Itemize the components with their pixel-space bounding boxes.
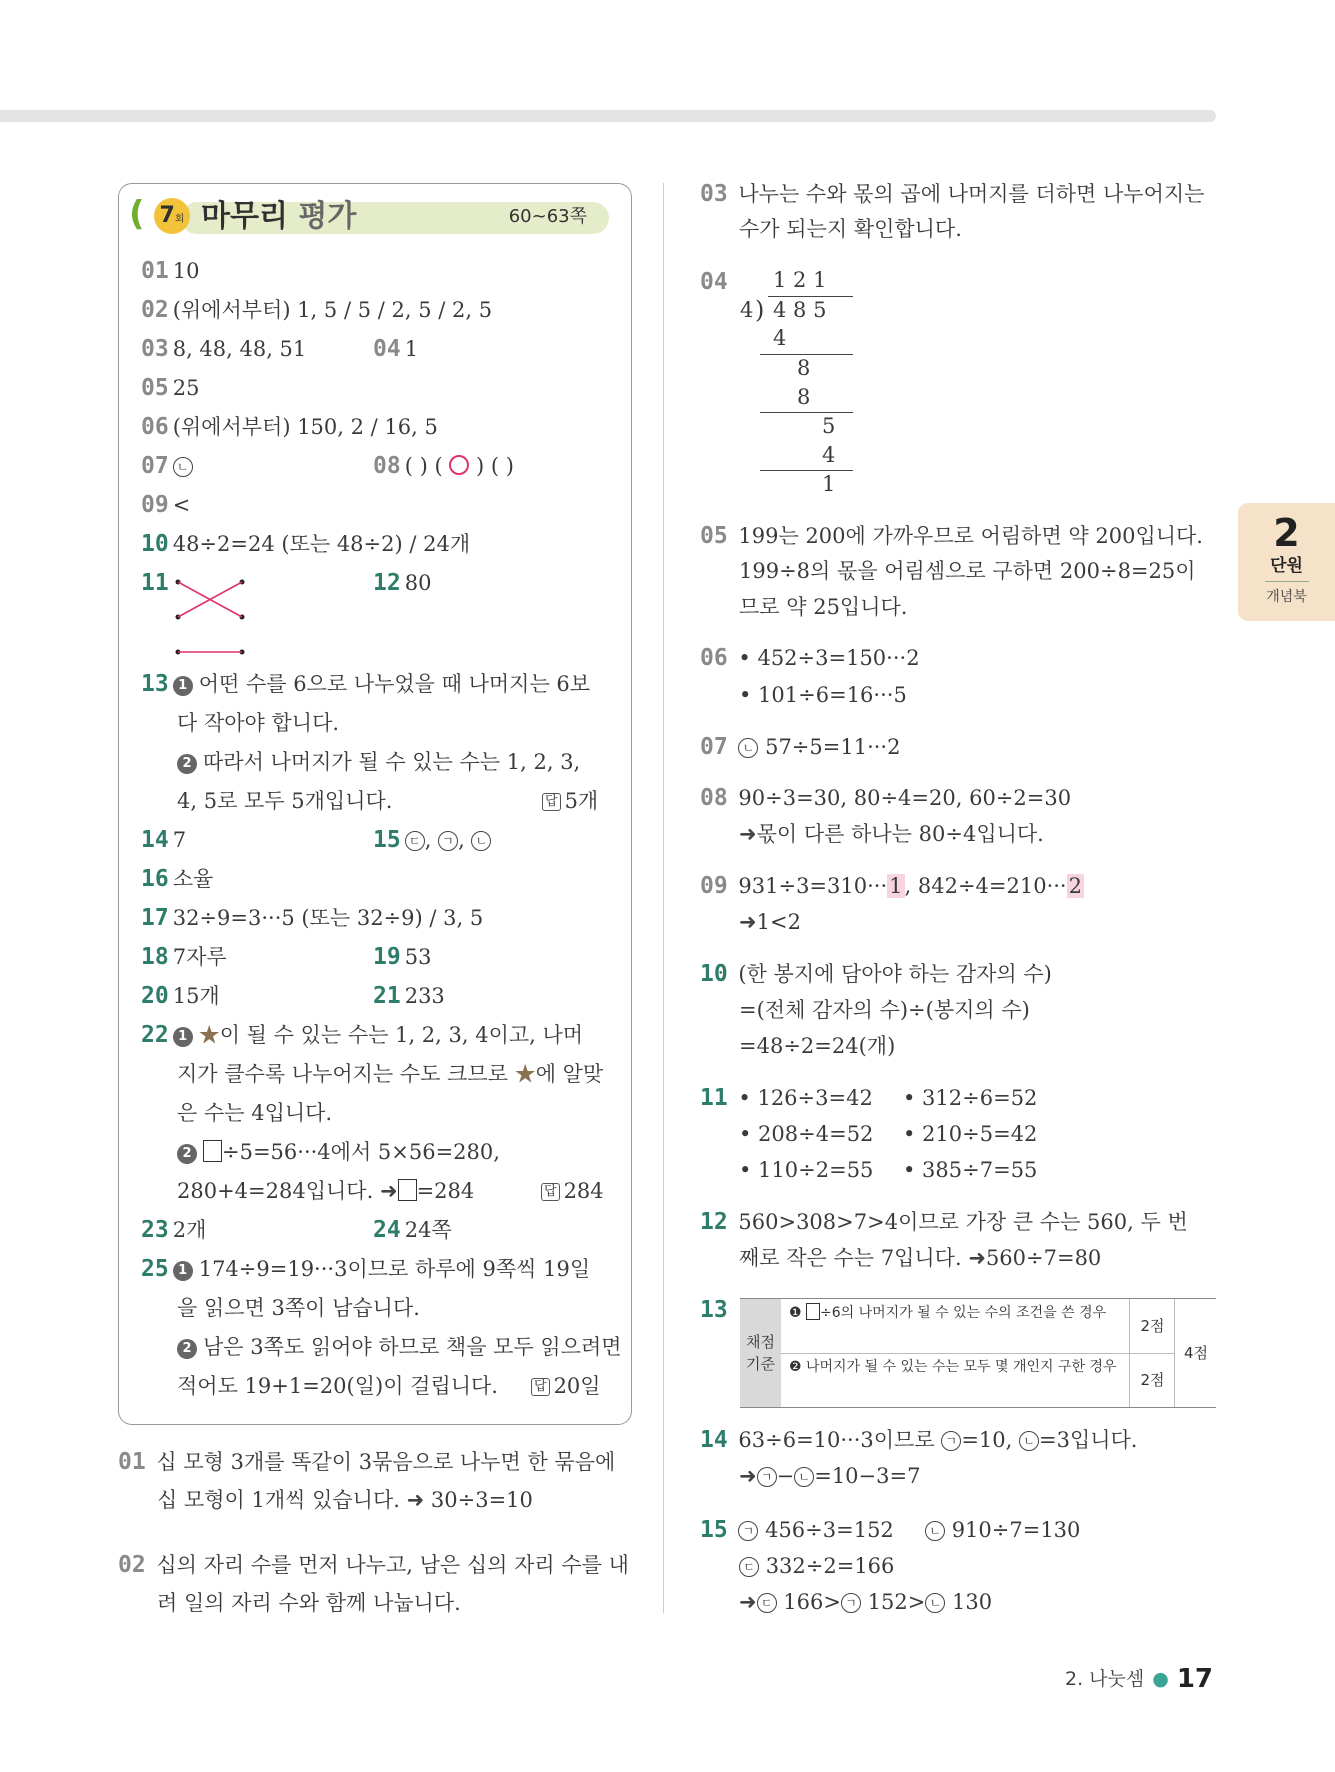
answer-number: 12	[373, 570, 401, 596]
answer-text: 10	[172, 259, 200, 283]
explanation-number: 11	[700, 1085, 728, 1111]
explanation-07	[700, 730, 900, 764]
blank-box-icon	[806, 1303, 820, 1320]
answer-25-line3	[177, 1332, 622, 1362]
footer-chapter: 2. 나눗셈	[1064, 1668, 1145, 1690]
answer-23	[141, 1215, 206, 1245]
explanation-11-d: • 210÷5=42	[903, 1122, 1038, 1146]
explanation-line: 560>308>7>4이므로 가장 큰 수는 560, 두 번	[738, 1210, 1188, 1234]
answer-22-result	[541, 1176, 604, 1206]
answer-line: =284	[416, 1179, 475, 1203]
explanation-number: 15	[700, 1517, 728, 1543]
answer-text: <	[172, 493, 191, 517]
explanation-line: 931÷3=310···	[738, 874, 888, 898]
step-2-badge: 2	[177, 754, 197, 774]
circled-letter: ㄱ	[757, 1467, 777, 1487]
answer-13-line2: 다 작아야 합니다.	[177, 711, 340, 735]
circled-letter: ㄷ	[739, 1557, 759, 1577]
blank-paren: ( )	[404, 454, 428, 478]
answer-20	[141, 981, 220, 1011]
explanation-09	[700, 869, 1084, 903]
answer-13-result	[542, 786, 598, 816]
arrow-right-icon: ➜	[739, 822, 757, 846]
blank-box-icon	[398, 1179, 417, 1201]
answer-line: 남은 3쪽도 읽어야 하므로 책을 모두 읽으려면	[203, 1335, 622, 1359]
explanation-number: 04	[700, 269, 728, 295]
answer-number: 24	[373, 1217, 401, 1243]
step-1-badge: 1	[173, 676, 193, 696]
explanation-line: 째로 작은 수는 7입니다.	[739, 1246, 962, 1270]
answer-number: 09	[141, 492, 169, 518]
scoring-criteria-label: 채점 기준	[740, 1299, 781, 1407]
answer-25-result	[531, 1371, 601, 1401]
division-bar	[768, 296, 853, 297]
explanation-number: 02	[118, 1552, 146, 1578]
blank-box-icon	[203, 1140, 222, 1162]
circled-letter: ㄷ	[757, 1593, 777, 1613]
explanation-03	[700, 177, 1204, 211]
answer-14	[141, 825, 186, 855]
explanation-line: 332÷2=166	[765, 1554, 895, 1578]
answer-line: 280+4=284입니다.	[177, 1179, 374, 1203]
answer-line: 174÷9=19···3이므로 하루에 9쪽씩 19일	[198, 1257, 591, 1281]
explanation-number: 01	[118, 1449, 146, 1475]
answer-03	[141, 334, 306, 364]
circled-letter: ㄱ	[941, 1431, 961, 1451]
page-number: 17	[1176, 1664, 1213, 1694]
explanation-line: (한 봉지에 담아야 하는 감자의 수)	[738, 962, 1052, 986]
arrow-right-icon: ➜	[406, 1488, 425, 1512]
answer-text: (위에서부터) 150, 2 / 16, 5	[172, 415, 438, 439]
explanation-number: 06	[700, 645, 728, 671]
explanation-11-b: • 312÷6=52	[903, 1086, 1038, 1110]
answer-07	[141, 451, 193, 481]
explanation-15-line3	[739, 1585, 992, 1619]
division-step: 8	[797, 385, 811, 409]
explanation-01	[118, 1447, 615, 1477]
column-divider	[663, 183, 664, 1613]
circled-letter: ㄴ	[794, 1467, 814, 1487]
explanation-line: −	[776, 1464, 795, 1488]
answer-text: 8, 48, 48, 51	[172, 337, 307, 361]
explanation-05-line3: 므로 약 25입니다.	[739, 595, 908, 619]
answer-13	[141, 669, 590, 699]
explanation-15	[700, 1513, 894, 1547]
answer-number: 02	[141, 297, 169, 323]
answer-text: (위에서부터) 1, 5 / 5 / 2, 5 / 2, 5	[172, 298, 493, 322]
explanation-line: 십의 자리 수를 먼저 나누고, 남은 십의 자리 수를 내	[156, 1553, 629, 1577]
header-arc-icon: (	[129, 194, 145, 234]
answer-text: 53	[404, 945, 432, 969]
arrow-right-icon: ➜	[379, 1179, 398, 1203]
title-part-a: 마무리	[201, 199, 288, 234]
explanation-line: 30÷3=10	[430, 1488, 533, 1512]
answer-25-line2: 을 읽으면 3쪽이 남습니다.	[177, 1296, 420, 1320]
step-2-badge: 2	[177, 1339, 197, 1359]
answer-number: 08	[373, 453, 401, 479]
answer-result: 284	[563, 1179, 604, 1203]
blank-paren: ( )	[490, 454, 514, 478]
explanation-number: 14	[700, 1427, 728, 1453]
arrow-right-icon: ➜	[968, 1246, 986, 1270]
explanation-line: , 842÷4=210···	[904, 874, 1067, 898]
explanation-number: 08	[700, 785, 728, 811]
answer-21	[373, 981, 445, 1011]
answer-13-line3	[177, 747, 580, 777]
explanation-line: 90÷3=30, 80÷4=20, 60÷2=30	[738, 786, 1072, 810]
explanation-line: 130	[952, 1590, 993, 1614]
answer-number: 18	[141, 944, 169, 970]
answer-text: 80	[404, 571, 432, 595]
answer-text: 1	[404, 337, 419, 361]
answer-06	[141, 412, 438, 442]
arrow-right-icon: ➜	[739, 1464, 757, 1488]
answer-12	[373, 568, 431, 598]
criteria-row-2: ❷ 나머지가 될 수 있는 수는 모두 몇 개인지 구한 경우	[789, 1359, 1117, 1375]
explanation-number: 10	[700, 961, 728, 987]
explanation-15-c	[739, 1549, 894, 1583]
answer-line: 어떤 수를 6으로 나누었을 때 나머지는 6보	[198, 672, 591, 696]
explanation-number: 13	[700, 1297, 728, 1323]
explanation-11-c: • 208÷4=52	[739, 1122, 874, 1146]
title-part-b: 평가	[298, 199, 357, 234]
answer-text: 233	[404, 984, 445, 1008]
explanation-06-line2: • 101÷6=16···5	[739, 683, 907, 707]
explanation-line: 십 모형이 1개씩 있습니다.	[157, 1488, 400, 1512]
explanation-05	[700, 519, 1203, 553]
answer-22	[141, 1020, 583, 1050]
explanation-number: 07	[700, 734, 728, 760]
explanation-number: 09	[700, 873, 728, 899]
answer-text: 7자루	[172, 945, 227, 969]
explanation-line: 910÷7=130	[951, 1518, 1081, 1542]
answer-number: 21	[373, 983, 401, 1009]
answer-result: 5개	[564, 789, 599, 813]
page-footer	[1065, 1664, 1213, 1694]
answer-line: 이 될 수 있는 수는 1, 2, 3, 4이고, 나머	[219, 1023, 584, 1047]
answer-19	[373, 942, 431, 972]
explanation-line: 560÷7=80	[985, 1246, 1102, 1270]
explanation-04	[700, 265, 732, 299]
answer-22-line5	[177, 1176, 474, 1206]
answer-22-line2	[177, 1059, 603, 1089]
explanation-number: 05	[700, 523, 728, 549]
page-range: 60~63쪽	[508, 206, 587, 227]
answer-text: 32÷9=3···5 (또는 32÷9) / 3, 5	[172, 906, 484, 930]
box-header	[129, 194, 609, 236]
answer-badge: 답	[542, 793, 561, 811]
answer-text: 7	[172, 828, 187, 852]
chapter-unit-label: 단원	[1270, 556, 1303, 576]
highlighted-remainder: 2	[1068, 874, 1082, 898]
explanation-10-line3: =48÷2=24(개)	[739, 1034, 896, 1058]
answer-number: 23	[141, 1217, 169, 1243]
explanation-10-line2: =(전체 감자의 수)÷(봉지의 수)	[739, 998, 1030, 1022]
answer-text: 15개	[172, 984, 220, 1008]
explanation-line: 63÷6=10···3이므로	[738, 1428, 942, 1452]
answer-number: 03	[141, 336, 169, 362]
criteria-row-1	[781, 1303, 1129, 1323]
explanation-line: 몫이 다른 하나는 80÷4입니다.	[756, 822, 1044, 846]
arrow-right-icon: ➜	[739, 910, 757, 934]
subtract-line	[760, 412, 853, 413]
top-decoration-bar	[0, 110, 1216, 122]
answer-number: 13	[141, 671, 169, 697]
chapter-side-tab	[1238, 503, 1335, 621]
explanation-01-line2	[157, 1485, 533, 1515]
scoring-criteria-table	[740, 1298, 1216, 1408]
answer-line: 에 알맞	[535, 1062, 604, 1086]
circled-letter: ㄴ	[925, 1521, 945, 1541]
answer-08	[373, 451, 514, 481]
round-number: 7	[159, 203, 175, 228]
division-step: 4	[773, 326, 787, 350]
explanation-02	[118, 1550, 629, 1580]
answer-10	[141, 529, 470, 559]
answer-number: 16	[141, 866, 169, 892]
explanation-15-b	[925, 1513, 1080, 1547]
answer-line: 지가 클수록 나누어지는 수도 크므로	[177, 1062, 508, 1086]
explanation-line: =10−3=7	[814, 1464, 921, 1488]
star-icon: ★	[514, 1062, 536, 1086]
explanation-09-line2	[739, 905, 801, 939]
answer-04	[373, 334, 418, 364]
subtract-line	[760, 470, 853, 471]
answer-text: 소율	[172, 867, 214, 891]
answer-09	[141, 490, 190, 520]
explanation-11	[700, 1081, 873, 1115]
explanation-number: 12	[700, 1209, 728, 1235]
explanation-02-line2: 려 일의 자리 수와 함께 나눕니다.	[157, 1591, 461, 1615]
explanation-14	[700, 1423, 1137, 1457]
criteria-row-separator	[781, 1353, 1174, 1354]
explanation-line: =10,	[961, 1428, 1019, 1452]
page-title	[201, 198, 356, 236]
star-icon: ★	[198, 1023, 220, 1047]
answer-text: 24쪽	[404, 1218, 452, 1242]
answer-number: 19	[373, 944, 401, 970]
answer-text: 25	[172, 376, 200, 400]
explanation-line: 십 모형 3개를 똑같이 3묶음으로 나누면 한 묶음에	[156, 1450, 616, 1474]
explanation-line: 199는 200에 가까우므로 어림하면 약 200입니다.	[738, 524, 1203, 548]
answer-number: 04	[373, 336, 401, 362]
red-circle-mark-icon	[449, 455, 469, 475]
circled-letter: ㄱ	[841, 1593, 861, 1613]
answer-number: 22	[141, 1022, 169, 1048]
division-bracket-icon: )	[755, 296, 765, 324]
answer-number: 05	[141, 375, 169, 401]
answer-number: 11	[141, 570, 169, 596]
answer-text: 48÷2=24 (또는 48÷2) / 24개	[172, 532, 471, 556]
criteria-1-points: 2점	[1129, 1299, 1175, 1353]
arrow-right-icon: ➜	[739, 1590, 757, 1614]
explanation-11-e: • 110÷2=55	[739, 1158, 874, 1182]
answer-text: 2개	[172, 1218, 207, 1242]
highlighted-remainder: 1	[889, 874, 903, 898]
remainder: 1	[822, 472, 836, 496]
answer-01	[141, 256, 199, 286]
answer-badge: 답	[531, 1378, 550, 1396]
division-step: 4	[822, 443, 836, 467]
explanation-line: =3입니다.	[1038, 1428, 1138, 1452]
division-step: 8	[797, 356, 811, 380]
explanation-06	[700, 641, 920, 675]
explanation-line: 166>	[783, 1590, 841, 1614]
explanation-08-line2	[739, 817, 1044, 851]
explanation-12	[700, 1205, 1188, 1239]
paren-close: )	[476, 454, 485, 478]
book-label: 개념북	[1266, 589, 1307, 605]
answer-number: 10	[141, 531, 169, 557]
circled-letter: ㄴ	[925, 1593, 945, 1613]
explanation-14-line2	[739, 1459, 920, 1493]
answer-number: 07	[141, 453, 169, 479]
footer-dot-icon: ●	[1152, 1668, 1169, 1690]
quotient: 1 2 1	[773, 268, 827, 292]
answer-number: 06	[141, 414, 169, 440]
explanation-10	[700, 957, 1052, 991]
answer-line: 따라서 나머지가 될 수 있는 수는 1, 2, 3,	[203, 750, 581, 774]
explanation-13	[700, 1293, 732, 1327]
explanation-line: 나누는 수와 몫의 곱에 나머지를 더하면 나누어지는	[738, 182, 1205, 206]
explanation-item: • 126÷3=42	[738, 1086, 873, 1110]
circled-letter: ㄱ	[738, 1521, 758, 1541]
tab-divider	[1265, 581, 1309, 582]
criteria-text: ÷6의 나머지가 될 수 있는 수의 조건을 쓴 경우	[820, 1305, 1107, 1321]
answer-17	[141, 903, 483, 933]
division-step: 5	[822, 414, 836, 438]
explanation-line: 1<2	[756, 910, 801, 934]
circled-letter: ㄴ	[173, 457, 193, 477]
answer-22-line3: 은 수는 4입니다.	[177, 1101, 333, 1125]
step-1-badge: 1	[173, 1027, 193, 1047]
answer-13-line4: 4, 5로 모두 5개입니다.	[177, 789, 393, 813]
answer-badge: 답	[541, 1183, 560, 1201]
answer-25-line4: 적어도 19+1=20(일)이 걸립니다.	[177, 1374, 498, 1398]
answer-number: 25	[141, 1256, 169, 1282]
answer-05	[141, 373, 199, 403]
paren-open: (	[434, 454, 443, 478]
answer-number: 14	[141, 827, 169, 853]
criteria-2-points: 2점	[1129, 1353, 1175, 1407]
explanation-08	[700, 781, 1071, 815]
explanation-number: 03	[700, 181, 728, 207]
answer-line: ÷5=56···4에서 5×56=280,	[222, 1140, 500, 1164]
round-badge	[154, 198, 190, 234]
circled-letter: ㄱ	[438, 831, 458, 851]
answer-16	[141, 864, 213, 894]
circled-letter: ㄴ	[738, 738, 758, 758]
circled-letter: ㄷ	[405, 831, 425, 851]
answer-11	[141, 568, 173, 598]
answer-number: 17	[141, 905, 169, 931]
criteria-total-points: 4점	[1174, 1299, 1217, 1407]
explanation-line: • 452÷3=150···2	[738, 646, 920, 670]
answer-24	[373, 1215, 452, 1245]
dividend: 4 8 5	[773, 298, 827, 322]
explanation-line: 456÷3=152	[765, 1518, 894, 1542]
divisor: 4	[740, 298, 754, 322]
answer-25	[141, 1254, 590, 1284]
line-matching-diagram	[172, 574, 248, 660]
criteria-step-marker: ❶	[789, 1305, 807, 1321]
answer-22-line4	[177, 1137, 500, 1167]
answer-number: 20	[141, 983, 169, 1009]
answer-18	[141, 942, 227, 972]
step-1-badge: 1	[173, 1261, 193, 1281]
round-suffix: 회	[174, 214, 185, 225]
explanation-12-line2	[739, 1241, 1101, 1275]
chapter-number: 2	[1273, 511, 1300, 555]
explanation-11-f: • 385÷7=55	[903, 1158, 1038, 1182]
explanation-05-line2: 199÷8의 몫을 어림셈으로 구하면 200÷8=25이	[739, 559, 1196, 583]
long-division	[735, 268, 855, 498]
circled-letter: ㄴ	[471, 831, 491, 851]
answer-number: 01	[141, 258, 169, 284]
answer-result: 20일	[553, 1374, 601, 1398]
circled-letter: ㄴ	[1019, 1431, 1039, 1451]
step-2-badge: 2	[177, 1144, 197, 1164]
explanation-line: 152>	[867, 1590, 926, 1614]
answer-15: 15 ㄷ , ㄱ , ㄴ	[373, 825, 491, 855]
answer-number: 15	[373, 827, 401, 853]
answer-02	[141, 295, 492, 325]
explanation-line: 57÷5=11···2	[765, 735, 901, 759]
explanation-03-line2: 수가 되는지 확인합니다.	[739, 217, 962, 241]
